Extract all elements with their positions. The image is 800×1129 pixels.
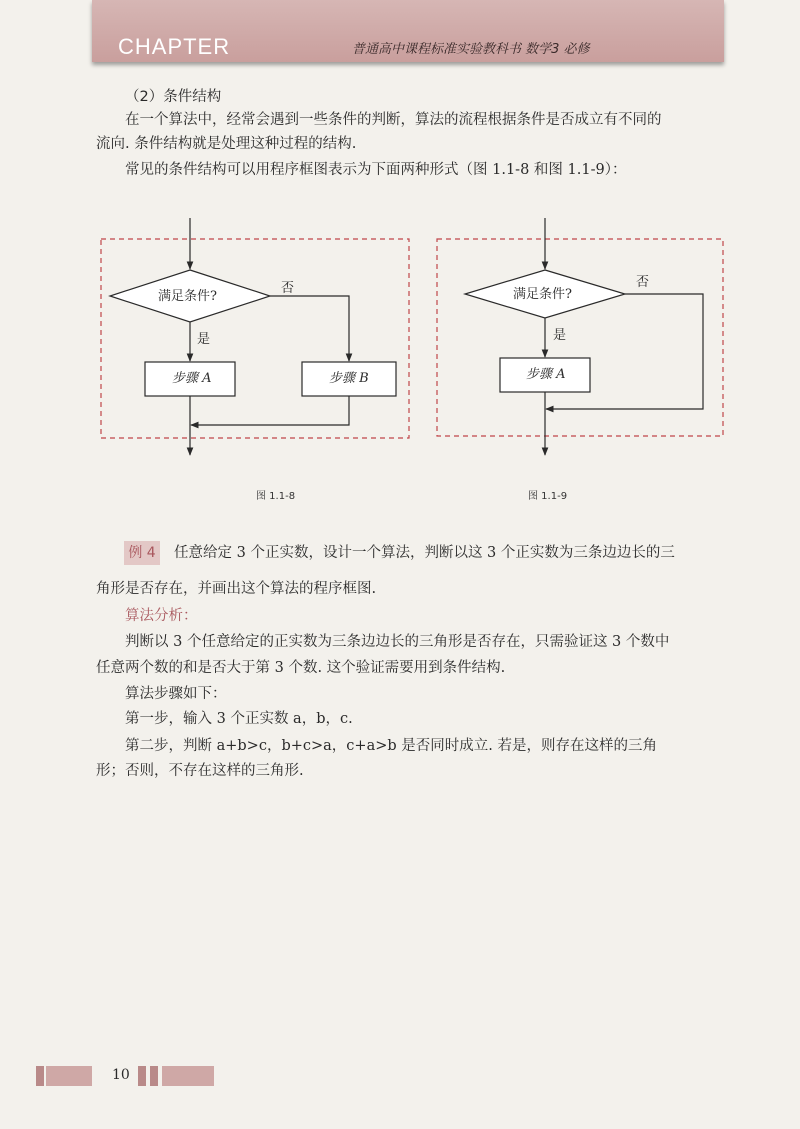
example-line-1: 任意给定 3 个正实数，设计一个算法，判断以这 3 个正实数为三条边边长的三 — [174, 545, 675, 561]
figure-1-1-8 — [101, 218, 409, 455]
section-heading: （2）条件结构 — [125, 89, 222, 105]
page-number: 10 — [112, 1067, 130, 1083]
figure-2-dashed-border — [437, 239, 723, 436]
figure-2-step-a-label: 步骤 A — [526, 367, 566, 382]
book-title: 普通高中课程标准实验教科书 数学3 必修 — [352, 42, 590, 57]
analysis-line-2: 任意两个数的和是否大于第 3 个数. 这个验证需要用到条件结构. — [96, 660, 506, 676]
chapter-label: CHAPTER — [118, 34, 231, 59]
step-1: 第一步，输入 3 个正实数 a，b，c. — [125, 711, 353, 727]
figure-2-condition-label: 满足条件? — [513, 287, 572, 302]
steps-intro: 算法步骤如下： — [125, 686, 227, 702]
step-2-line-1: 第二步，判断 a+b>c，b+c>a，c+a>b 是否同时成立. 若是，则存在这样的三角 — [125, 738, 657, 754]
figure-1-step-b-label: 步骤 B — [329, 371, 369, 386]
step-2-line-2: 形；否则，不存在这样的三角形. — [96, 763, 304, 779]
paragraph-2: 常见的条件结构可以用程序框图表示为下面两种形式（图 1.1-8 和图 1.1-9）： — [125, 162, 627, 178]
footer-bar-1 — [36, 1066, 44, 1086]
figure-1-no-label: 否 — [281, 281, 295, 296]
example-line-2: 角形是否存在，并画出这个算法的程序框图. — [96, 581, 377, 597]
paragraph-1-line-1: 在一个算法中，经常会遇到一些条件的判断，算法的流程根据条件是否成立有不同的 — [125, 112, 662, 128]
flowcharts — [0, 0, 800, 520]
paragraph-1-line-2: 流向. 条件结构就是处理这种过程的结构. — [96, 136, 357, 152]
figure-2-no-label: 否 — [636, 275, 650, 290]
figure-2-caption: 图 1.1-9 — [528, 491, 568, 502]
footer-bar-5 — [162, 1066, 214, 1086]
figure-1-step-a-label: 步骤 A — [172, 371, 212, 386]
footer-bar-4 — [150, 1066, 158, 1086]
analysis-heading: 算法分析： — [125, 608, 198, 624]
figure-1-caption: 图 1.1-8 — [256, 491, 296, 502]
figure-2-yes-label: 是 — [553, 328, 567, 343]
footer-bar-3 — [138, 1066, 146, 1086]
figure-1-condition-label: 满足条件? — [158, 289, 217, 304]
figure-1-1-9 — [437, 218, 723, 455]
example-tag: 例 4 — [124, 541, 160, 565]
analysis-line-1: 判断以 3 个任意给定的正实数为三条边边长的三角形是否存在，只需验证这 3 个数中 — [125, 634, 670, 650]
figure-1-dashed-border — [101, 239, 409, 438]
footer-bar-2 — [46, 1066, 92, 1086]
figure-1-yes-label: 是 — [197, 332, 211, 347]
